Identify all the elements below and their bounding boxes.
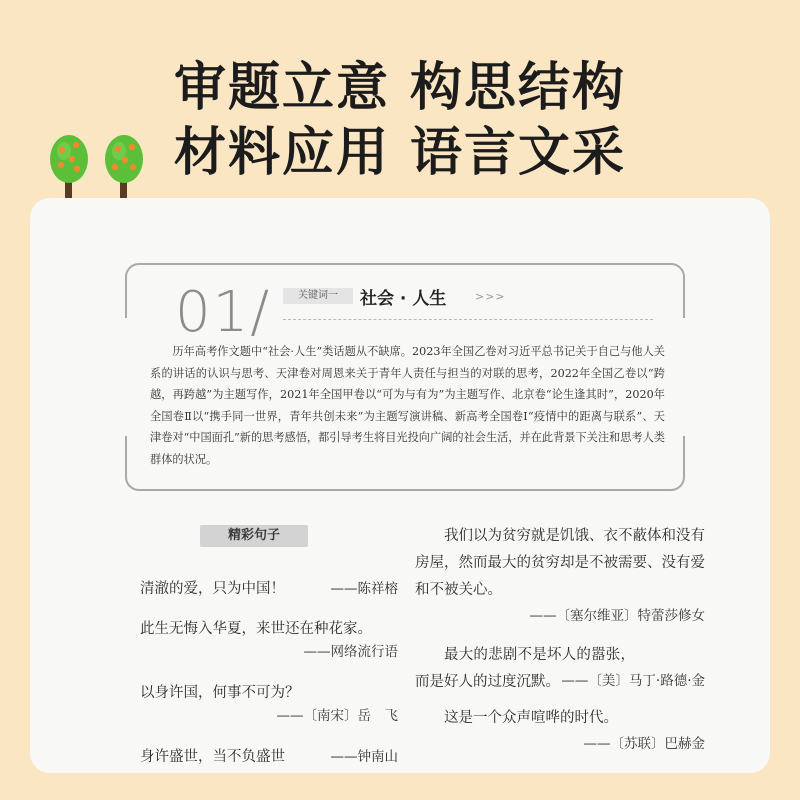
section-number: 01/	[175, 280, 272, 345]
book-page	[30, 198, 770, 773]
keyword-title: 社会 · 人生	[360, 289, 447, 309]
quote-author: ——网络流行语	[303, 644, 398, 660]
keyword-badge: 关键词一	[283, 288, 353, 304]
quote-text: 这是一个众声喧哗的时代。	[444, 710, 618, 726]
quote-author: ——钟南山	[330, 749, 398, 765]
left-quote-column	[140, 578, 398, 768]
tree-icon	[50, 125, 155, 205]
section-intro: 历年高考作文题中“社会·人生”类话题从不缺席。2023年全国乙卷对习近平总书记关于自己与他人关系的讲话的认识与思考、天津卷对周恩来关于青年人责任与担当的对联的思考，2022年全国乙卷以“跨越，再跨越”为主题写作，2021年全国甲卷以“可为与有为”为主题写作、北京卷“论生逢其时”，2020年全国卷Ⅱ以“携手同一世界，青年共创未来”为主题写演讲稿、新高考全国卷Ⅰ“疫情中的距离与联系”、天津卷对“中国面孔”新的思考感悟，都引导考生将目光投向广阔的社会生活，并在此背景下关注和思考人类群体的状况。	[150, 345, 665, 466]
quote-author: ——〔苏联〕巴赫金	[583, 736, 705, 752]
quote-author: ——〔南宋〕岳 飞	[276, 708, 398, 724]
quote-text: 身许盛世，当不负盛世	[140, 749, 285, 765]
quote-author: ——陈祥榕	[330, 581, 398, 597]
headline-line-2: 材料应用 语言文采	[173, 123, 627, 183]
keyword-divider	[283, 319, 653, 320]
quote-item	[140, 682, 398, 704]
highlight-tag: 精彩句子	[200, 525, 308, 547]
quote-author: ——〔美〕马丁·路德·金	[561, 673, 705, 689]
quote-item	[140, 578, 398, 600]
quote-author: ——〔塞尔维亚〕特蕾莎修女	[529, 608, 705, 624]
frame-gap-left	[120, 318, 128, 436]
frame-gap-right	[682, 318, 690, 436]
quote-item	[140, 746, 398, 768]
quote-text: 以身许国，何事不可为？	[140, 685, 300, 701]
quote-item	[140, 618, 398, 640]
quote-text: 我们以为贫穷就是饥饿、衣不蔽体和没有房屋，然而最大的贫穷却是不被需要、没有爱和不被关心。	[415, 528, 705, 598]
quote-text: 清澈的爱，只为中国！	[140, 581, 285, 597]
keyword-arrows: >>>	[475, 290, 506, 303]
quote-text: 此生无悔入华夏，来世还在种花家。	[140, 621, 372, 637]
right-quote-column	[415, 523, 705, 756]
headline-line-1: 审题立意 构思结构	[173, 58, 627, 118]
quote-text: 最大的悲剧不是坏人的嚣张，而是好人的过度沉默。	[415, 647, 635, 690]
